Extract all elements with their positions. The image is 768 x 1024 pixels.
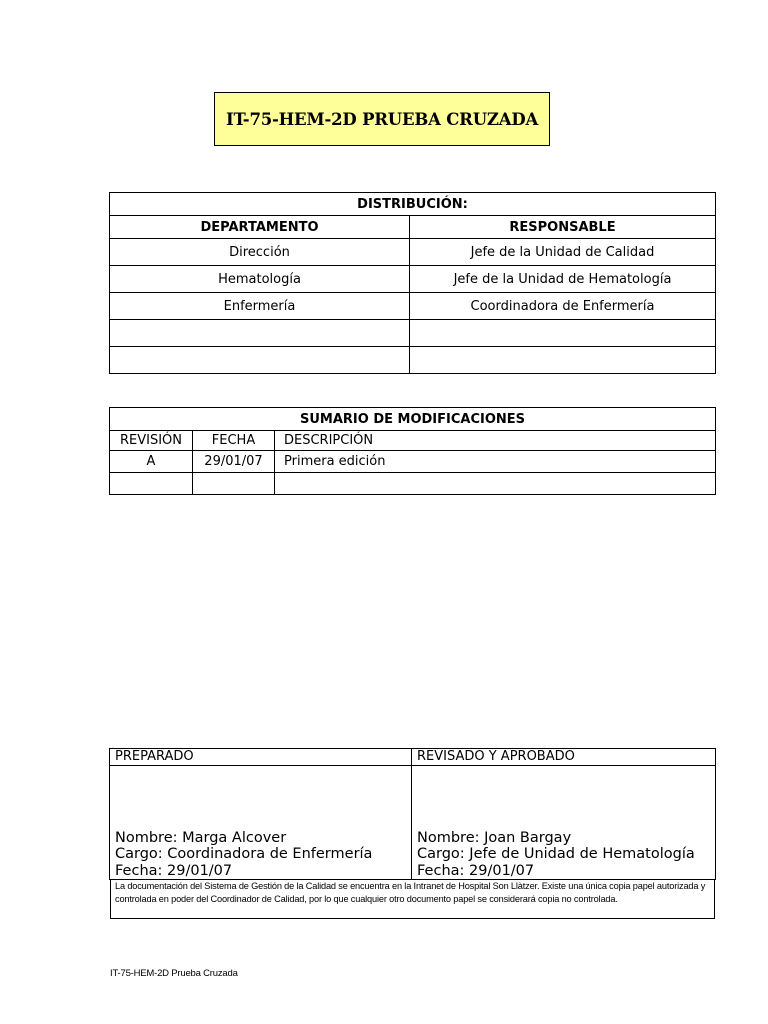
page-footer: IT-75-HEM-2D Prueba Cruzada <box>110 968 238 979</box>
distribution-heading: DISTRIBUCIÓN: <box>110 193 716 216</box>
modifications-table <box>109 407 716 495</box>
department-cell <box>110 320 410 347</box>
date-column-header: FECHA <box>193 431 275 451</box>
description-cell: Primera edición <box>275 451 716 473</box>
description-cell <box>275 473 716 495</box>
approval-table <box>109 748 716 880</box>
reviewed-signature-block <box>412 766 716 880</box>
prepared-label: PREPARADO <box>110 749 412 766</box>
table-row <box>110 347 716 374</box>
department-cell <box>110 347 410 374</box>
table-row <box>110 320 716 347</box>
department-cell: Hematología <box>110 266 410 293</box>
responsible-cell: Coordinadora de Enfermería <box>410 293 716 320</box>
table-row <box>110 266 716 293</box>
responsible-cell: Jefe de la Unidad de Hematología <box>410 266 716 293</box>
revision-cell: A <box>110 451 193 473</box>
modifications-heading: SUMARIO DE MODIFICACIONES <box>110 408 716 431</box>
document-title: IT-75-HEM-2D PRUEBA CRUZADA <box>214 92 550 146</box>
reviewed-label: REVISADO Y APROBADO <box>412 749 716 766</box>
control-notice: La documentación del Sistema de Gestión de la Calidad se encuentra en la Intranet de Hospital Son Llàtzer. Existe una única copia papel autorizada y controlada en poder del Coordinador de Calidad, por lo que cualquier otro documento papel se considerará copia no controlada. <box>110 879 715 919</box>
department-column-header: DEPARTAMENTO <box>110 216 410 239</box>
prepared-date: Fecha: 29/01/07 <box>115 862 233 879</box>
reviewed-name: Nombre: Joan Bargay <box>417 829 572 846</box>
prepared-signature-block <box>110 766 412 880</box>
responsible-cell: Jefe de la Unidad de Calidad <box>410 239 716 266</box>
description-column-header: DESCRIPCIÓN <box>275 431 716 451</box>
date-cell: 29/01/07 <box>193 451 275 473</box>
table-row <box>110 451 716 473</box>
reviewed-role: Cargo: Jefe de Unidad de Hematología <box>417 846 695 862</box>
reviewed-date: Fecha: 29/01/07 <box>417 862 535 879</box>
responsible-cell <box>410 347 716 374</box>
table-row <box>110 473 716 495</box>
department-cell: Enfermería <box>110 293 410 320</box>
department-cell: Dirección <box>110 239 410 266</box>
table-row <box>110 293 716 320</box>
revision-column-header: REVISIÓN <box>110 431 193 451</box>
prepared-name: Nombre: Marga Alcover <box>115 829 287 846</box>
responsible-column-header: RESPONSABLE <box>410 216 716 239</box>
table-row <box>110 239 716 266</box>
date-cell <box>193 473 275 495</box>
prepared-role: Cargo: Coordinadora de Enfermería <box>115 846 373 862</box>
distribution-table <box>109 192 716 374</box>
responsible-cell <box>410 320 716 347</box>
revision-cell <box>110 473 193 495</box>
